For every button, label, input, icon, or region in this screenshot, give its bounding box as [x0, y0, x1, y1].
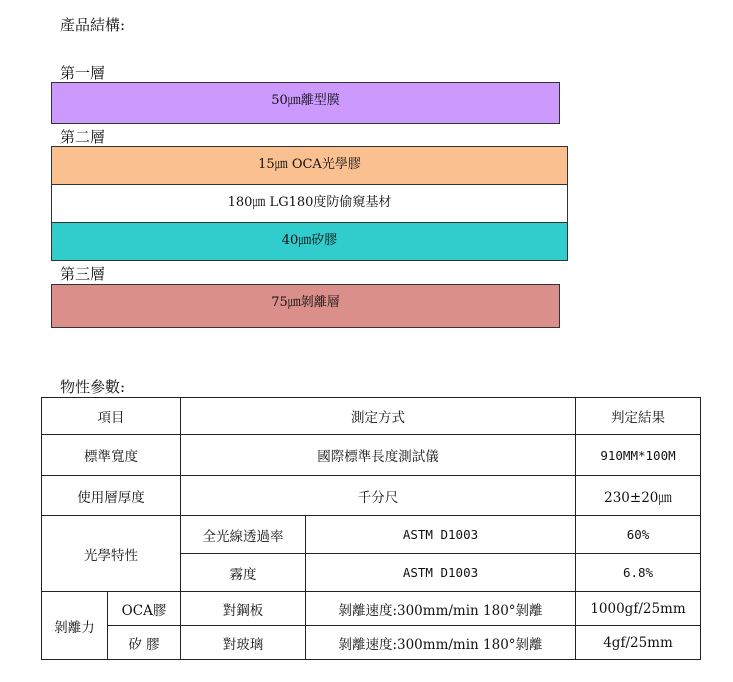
table-row [42, 476, 701, 516]
table-row [42, 516, 701, 554]
row-peel-oca-method: 剝離速度:300mm/min 180°剝離 [306, 592, 576, 626]
properties-title: 物性參數: [60, 378, 126, 396]
row-haze-method: ASTM D1003 [306, 554, 576, 592]
row-peel-silicone-result: 4gf/25mm [576, 626, 701, 660]
row-haze-result: 6.8% [576, 554, 701, 592]
row-width-item: 標準寬度 [42, 435, 181, 476]
layer-release-film-label: 50㎛離型膜 [271, 93, 340, 108]
layer-release-film [51, 82, 560, 124]
header-method: 測定方式 [181, 398, 576, 435]
layer-group-1-label: 第一層 [60, 64, 106, 82]
table-row [42, 435, 701, 476]
row-peel-silicone-sub: 矽 膠 [108, 626, 181, 660]
layer-privacy-base [51, 184, 568, 223]
row-peel-silicone-method: 剝離速度:300mm/min 180°剝離 [306, 626, 576, 660]
row-peel-oca-result: 1000gf/25mm [576, 592, 701, 626]
layer-group-3-label: 第三層 [60, 265, 106, 283]
header-result: 判定結果 [576, 398, 701, 435]
row-transmittance-result: 60% [576, 516, 701, 554]
row-peel-silicone-target: 對玻璃 [181, 626, 306, 660]
layer-silicone-label: 40㎛矽膠 [281, 233, 338, 248]
row-peel-oca-sub: OCA膠 [108, 592, 181, 626]
layer-peel-label: 75㎛剝離層 [271, 295, 340, 310]
table-header-row [42, 398, 701, 435]
layer-silicone [51, 222, 568, 261]
row-thickness-item: 使用層厚度 [42, 476, 181, 516]
structure-title: 產品結構: [60, 16, 126, 34]
row-optical-item: 光學特性 [42, 516, 181, 592]
header-item: 項目 [42, 398, 181, 435]
layer-privacy-base-label: 180㎛ LG180度防偷窺基材 [227, 195, 392, 210]
row-width-result: 910MM*100M [576, 435, 701, 476]
layer-oca [51, 146, 568, 185]
row-transmittance-sub: 全光線透過率 [181, 516, 306, 554]
row-width-method: 國際標準長度測試儀 [181, 435, 576, 476]
row-peel-oca-target: 對鋼板 [181, 592, 306, 626]
row-thickness-method: 千分尺 [181, 476, 576, 516]
row-thickness-result: 230±20㎛ [576, 476, 701, 516]
layer-oca-label: 15㎛ OCA光學膠 [258, 157, 361, 172]
row-haze-sub: 霧度 [181, 554, 306, 592]
properties-table [41, 397, 701, 660]
row-peel-item: 剝離力 [42, 592, 108, 660]
layer-peel [51, 284, 560, 328]
layer-group-2-label: 第二層 [60, 128, 106, 146]
table-row [42, 592, 701, 626]
row-transmittance-method: ASTM D1003 [306, 516, 576, 554]
table-row [42, 626, 701, 660]
